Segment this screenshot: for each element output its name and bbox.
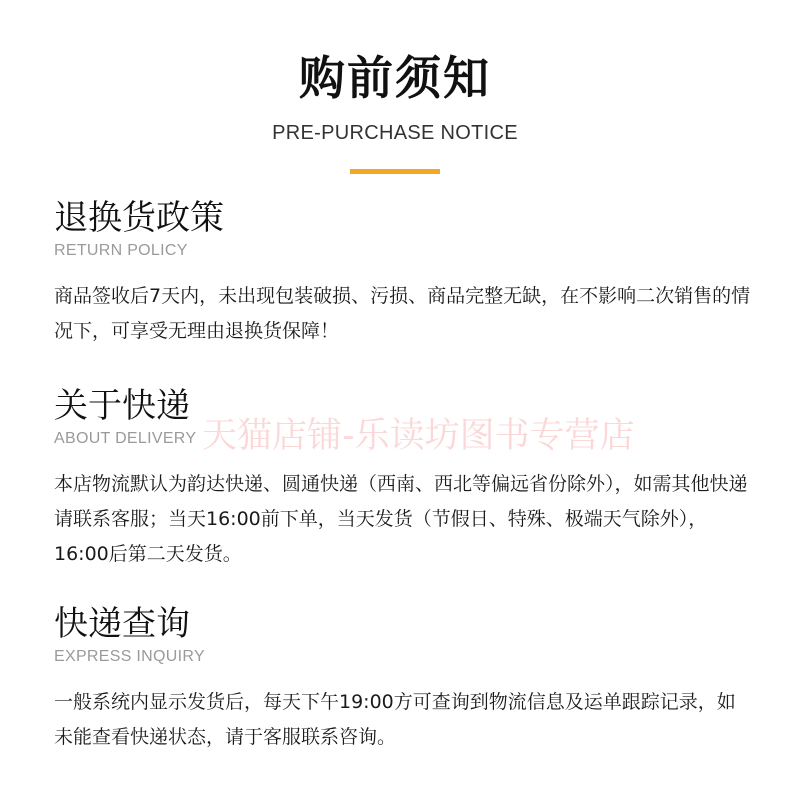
section-subtitle: RETURN POLICY xyxy=(54,242,188,259)
section-title: 快递查询 xyxy=(54,604,190,644)
section-subtitle: ABOUT DELIVERY xyxy=(54,430,197,447)
page-subtitle: PRE-PURCHASE NOTICE xyxy=(272,122,518,144)
section-body: 商品签收后7天内，未出现包装破损、污损、商品完整无缺，在不影响二次销售的情况下，可享受无理由退换货保障！ xyxy=(54,285,751,342)
section-return-policy xyxy=(54,198,754,349)
page-title: 购前须知 xyxy=(299,51,491,105)
title-accent-bar xyxy=(350,169,440,174)
section-title: 关于快递 xyxy=(54,386,190,426)
section-body: 一般系统内显示发货后，每天下午19:00方可查询到物流信息及运单跟踪记录，如未能查看快递状态，请于客服联系咨询。 xyxy=(54,691,736,748)
store-watermark: 天猫店铺-乐读坊图书专营店 xyxy=(202,416,635,456)
notice-header xyxy=(0,48,790,174)
section-body: 本店物流默认为韵达快递、圆通快递（西南、西北等偏远省份除外），如需其他快递请联系客服；当天16:00前下单，当天发货（节假日、特殊、极端天气除外），16:00后第二天发货。 xyxy=(54,473,748,565)
section-subtitle: EXPRESS INQUIRY xyxy=(54,648,205,665)
section-express-inquiry xyxy=(54,604,754,755)
section-title: 退换货政策 xyxy=(54,198,224,238)
